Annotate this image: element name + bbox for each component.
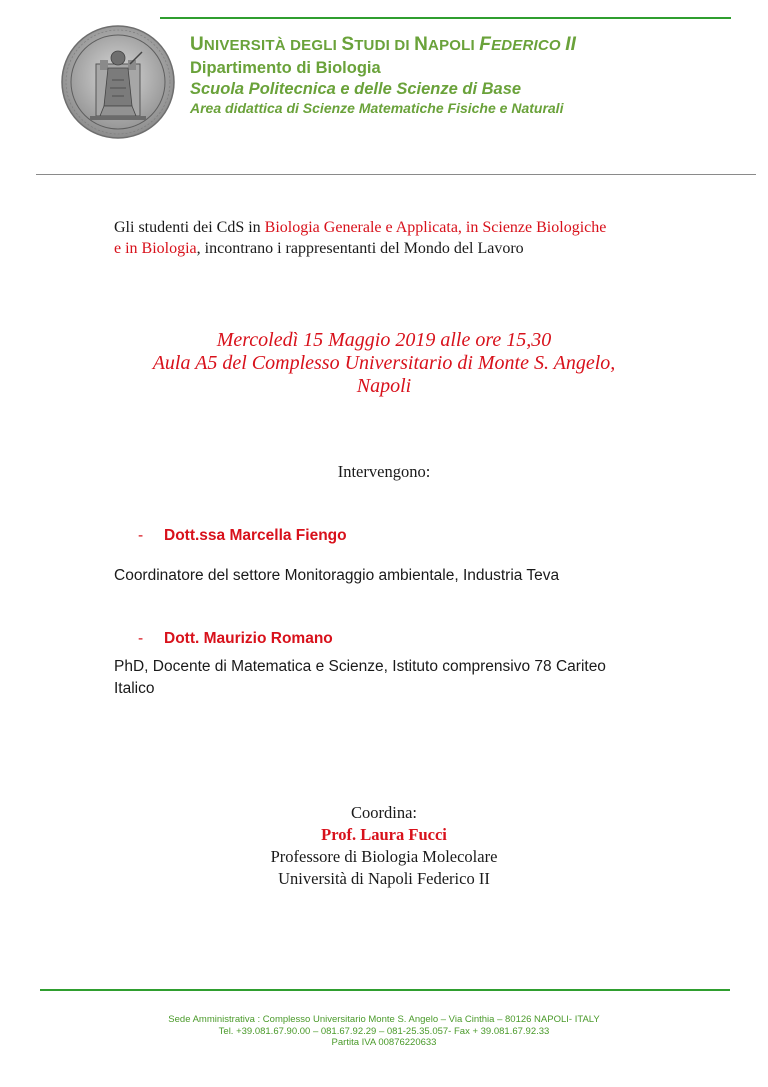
event-details [0,329,768,398]
university-seal-icon [60,24,176,140]
event-city: Napoli [356,375,412,397]
intro-text: Gli studenti dei CdS in [114,219,265,236]
header-divider [36,174,756,175]
intro-course-biologia: Biologia [141,240,197,257]
university-name-part: APOLI [428,37,480,54]
intro-text-end: , incontrano i rappresentanti del Mondo del Lavoro [196,240,524,257]
coordinator-title: Professore di Biologia Molecolare [270,847,498,866]
university-name-part: NIVERSITÀ DEGLI [203,37,342,54]
speaker-2-name: Dott. Maurizio Romano [164,630,333,647]
coordinator-block [0,802,768,890]
speakers-heading: Intervengono: [337,462,431,481]
university-name-part: U [190,34,204,55]
university-name-part: F [479,34,492,55]
speaker-2-role-line-2: Italico [114,680,155,697]
intro-line-1 [114,217,606,238]
speaker-1-role: Coordinatore del settore Monitoraggio ambientale, Industria Teva [114,567,560,584]
university-name [190,34,576,56]
top-rule [160,17,731,19]
coordinator-name: Prof. Laura Fucci [321,825,447,844]
university-name-part: TUDI DI [354,37,415,54]
coordinator-heading: Coordina: [351,803,417,822]
coordinator-institution: Università di Napoli Federico II [278,869,490,888]
intro-text-red: e in [114,240,142,257]
event-venue: Aula A5 del Complesso Universitario di Monte S. Angelo, [152,352,616,374]
area-name: Area didattica di Scienze Matematiche Fisiche e Naturali [190,100,564,116]
footer-vat: Partita IVA 00876220633 [331,1037,437,1048]
bullet-dash: - [138,527,144,544]
bullet-dash: - [138,630,144,647]
intro-courses: Biologia Generale e Applicata, in Scienze Biologiche [264,219,607,236]
speaker-role [114,656,606,700]
footer-phone: Tel. +39.081.67.90.00 – 081.67.92.29 – 081-25.35.057- Fax + 39.081.67.92.33 [218,1025,550,1037]
event-date: Mercoledì 15 Maggio 2019 alle ore 15,30 [216,329,552,351]
footer-address: Sede Amministrativa : Complesso Universitario Monte S. Angelo – Via Cinthia – 80126 NAPOLI- ITALY [168,1014,600,1025]
speaker-name [138,630,333,648]
speaker-1-name: Dott.ssa Marcella Fiengo [164,527,347,544]
university-name-part: S [341,34,355,55]
speaker-name [138,527,347,545]
footer [0,1014,768,1049]
university-name-part: II [565,34,577,55]
intro-paragraph [114,217,606,259]
department-name: Dipartimento di Biologia [190,59,381,77]
university-name-part: EDERICO [491,37,566,54]
footer-rule [40,989,730,991]
speaker-role [114,565,559,587]
intro-line-2 [114,238,606,259]
speaker-2-role-line-1: PhD, Docente di Matematica e Scienze, Istituto comprensivo 78 Cariteo [114,658,606,675]
school-name: Scuola Politecnica e delle Scienze di Base [190,80,522,98]
university-name-part: N [414,34,429,55]
